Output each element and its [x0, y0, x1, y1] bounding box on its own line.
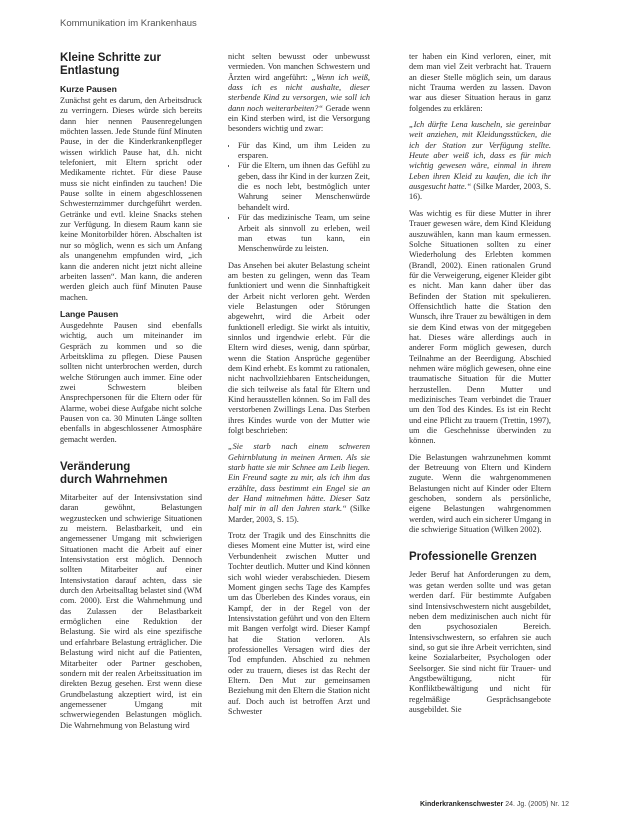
section-title: Professionelle Grenzen: [409, 551, 537, 564]
quote: „Sie starb nach einem schweren Gehirnblutung in meinen Armen. Als sie starb hatte sie mir Schnee am Leib liegen. Ein Freund sagte zu mir, als ich ihm das erzählte, dass bestimmt ein Engel sie an der Hand mitnehmen hätte. Dieser Satz half mir in all den Jahren stark.“: [228, 442, 370, 514]
paragraph: Ausgedehnte Pausen sind ebenfalls wichtig, auch um miteinander im Gespräch zu kommen und so die Arbeitsklima zu pflegen. Diese Pausen sollten nicht unterbrochen werden, durch welche Störungen auch immer. Eine oder zwei Schwestern bleiben Ansprechpersonen für die Eltern oder für Alarme, wobei diese Aufgabe nicht solche Pausen von ca. 30 Minuten Länge sollten ebenfalls in abgeschlossener Atmosphäre gemacht werden.: [60, 320, 202, 444]
column-3: [409, 52, 551, 794]
running-header: Kommunikation im Krankenhaus: [60, 18, 197, 29]
column-2: [228, 52, 370, 794]
quote-paragraph: [228, 442, 370, 525]
paragraph-text: Gerade wenn ein Kind sterben wird, ist die Versorgung besonders wichtig und zwar:: [228, 103, 370, 134]
paragraph: Trotz der Tragik und des Einschnitts die dieses Moment eine Mutter ist, wird eine Verbundenheit zwischen Mutter und Tochter deutlich. Mutter und Kind können sich wohl wieder verabschieden. Diesem Moment gingen sechs Tage des Kampfes um das Überleben des Kindes voraus, ein Kampf, der in der Regel von der Intensivstation geführt und von den Eltern mit Bangen verfolgt wird. Dieser Kampf hat die Station verloren. Als professionelles Versagen wird dies der Tod empfunden. Abschied zu nehmen oder zu trauern, dieses ist das Recht der Eltern. Den Mut zur gemeinsamen Beziehung mit den Eltern die Station nicht auf. Doch auch ist betroffen Arzt und Schwester: [228, 531, 370, 716]
list-item: • Für das Kind, um ihm Leiden zu ersparen.: [238, 141, 370, 162]
subheading-short-breaks: Kurze Pausen: [60, 84, 117, 94]
citation: (Silke Marder, 2003, S. 16).: [409, 182, 551, 202]
list-item: • Für das medizinische Team, um seine Arbeit als sinnvoll zu erleben, weil man etwas tun kann, ein Menschenwürde zu leisten.: [238, 213, 370, 254]
paragraph: Das Ansehen bei akuter Belastung scheint am besten zu gelingen, wenn das Team funktioniert und wenn die Sinnhaftigkeit der Arbeit nicht verloren geht. Werden viele Belastungen oder Störungen abgewehrt, wird die Arbeit oder funktionell erledigt. Sie wirkt als intuitiv, sinnlos und irgendwie erlebt. Für die Eltern wird dieses, wenig, dann spürbar, wenn die Station Ansprüche gegenüber dem Kind erhebt. Es kommt zu rationalen, nicht nachvollziehbaren Entscheidungen, die sich teilweise als fatal für Eltern und Kind herausstellen können. So im Fall des verstorbenen Zwillings Lena. Das Sterben ihres Kindes wurde von der Mutter wie folgt beschrieben:: [228, 260, 370, 436]
paragraph: [228, 52, 370, 135]
paragraph: Mitarbeiter auf der Intensivstation sind daran gewöhnt, Belastungen wegzustecken und schwierige Situationen zu meistern. Belastbarkeit, und ein angemessener Umgang mit schwierigen Situationen macht die Arbeit auf einer Intensivstation erst möglich. Dennoch sollten Mitarbeiter auf einer Intensivstation darauf achten, dass sie durch den Arbeitsalltag belastet sind (WM com. 2000). Erst die Wahrnehmung und das Zulassen der Belastbarkeit ermöglichen eine Reduktion der Belastung. Sie wird als eine spezifische und erfahrbare Belastung erträglicher. Die Belastung wird nicht auf die Patienten, Mitarbeiter oder Partner geschoben, sondern mit der realen Arbeitssituation im direkten Bezug gesehen. Erst wenn diese Grundbelastung akzeptiert wird, ist ein angemessener Umgang mit schwerwiegenden Belastungen möglich. Die Wahrnehmung von Belastung wird: [60, 493, 202, 730]
list-item: • Für die Eltern, um ihnen das Gefühl zu geben, dass ihr Kind in der kurzen Zeit, die es noch lebt, bestmöglich unter Wahrung seiner Menschenwürde behandelt wird.: [238, 161, 370, 213]
paragraph: Was wichtig es für diese Mutter in ihrer Trauer gewesen wäre, dem Kind Kleidung auszuwählen, kann man kaum ermessen. Solche Situationen sollten zu einer Wiederholung des Erlebten kommen (Brandl, 2002). Einen rationalen Grund für die Verweigerung, eigener Kleider gibt es nicht. Man kann daher über das Befinden der Station mit spekulieren. Offensichtlich hatte die Station den Wunsch, ihre Trauer zu bewältigen in dem sie dem Kind etwas von der mitgegeben hat. Dieses wäre allerdings auch in anderer Form möglich gewesen, durch Teilnahme an der Beerdigung. Abschied nehmen wäre möglich gewesen, ohne eine traumatische Situation für die Mutter herzustellen. Denn Mutter und medizinisches Team verbindet die Trauer um den Tod des Kindes. Es ist ein Recht und eine Pflicht zu trauern (Trettin, 1997), um die Geschehnisse überwinden zu können.: [409, 208, 551, 446]
paragraph-text: nicht selten bewusst oder unbewusst vermieden. Von manchen Schwestern und Ärzten wird angeführt:: [228, 52, 370, 82]
quote: „Wenn ich weiß, dass ich es nicht aushalte, dieser sterbende Kind zu versorgen, wie soll ich dann noch weiterarbeiten?“: [228, 72, 370, 113]
paragraph: ter haben ein Kind verloren, einer, mit dem man viel Zeit verbracht hat. Trauern an dieser Stelle möglich sein, um daraus nicht Trauma werden zu lassen. Davon war aus dieser Situation heraus in ganz folgendes zu erklären:: [409, 52, 551, 113]
citation: (Silke Marder, 2003, S. 15).: [228, 504, 370, 524]
section-title: Kleine Schritte zur Entlastung: [60, 52, 161, 77]
quote: „Ich dürfte Lena kuscheln, sie gereinbar weit anziehen, mit Kleidungsstücken, die ich der Station zur Verfügung stellte. Heute aber weiß ich, dass es für mich wichtig gewesen wäre, einmal in ihrem Leben ihren Kleid zu kaufen, die ich ihr ausgesucht hatte.“: [409, 120, 551, 192]
journal-name: Kinderkrankenschwester: [420, 801, 504, 808]
issue-info: 24. Jg. (2005) Nr. 12: [505, 801, 570, 808]
bullet-list: [228, 141, 370, 255]
quote-paragraph: [409, 120, 551, 203]
footer: [420, 801, 569, 808]
paragraph: Die Belastungen wahrzunehmen kommt der Betreuung von Eltern und Kindern zugute. Wenn die wahrgenommenen Belastungen nicht auf Kinder oder Eltern geschoben, sondern als persönliche, eigene Belastungen wahrgenommen werden, wird auch ein sicherer Umgang in die schwierige Situation (Wilken 2002).: [409, 452, 551, 535]
subheading-long-breaks: Lange Pausen: [60, 308, 119, 319]
paragraph: Zunächst geht es darum, den Arbeitsdruck zu verringern. Dieses würde sich bereits dann hier nennen Pausenregelungen möchten lassen. Jede Stunde fünf Minuten Pause, in der die Kinderkrankenpfleger wissen wirklich Pause hat, d.h. nicht telefoniert, mit Eltern spricht oder Medikamente richtet. Für diese Pause muss sie nicht einfinden zu tauchen! Die Pause sollte in einem abgeschlossenen Schwesternzimmer durchgeführt werden. Getränke und evtl. kleine Snacks stehen zur Verfügung. In diesem Raum kann sie keine Monitorbilder hören. Abschalten ist nur so möglich, wenn es sich um Anfang als unangenehm empfunden wird, „ich kann die anderen nicht jetzt nicht alleine arbeiten lassen“. Man kann, die anderen werden gleich auch fünf Minuten Pause machen.: [60, 96, 202, 302]
paragraph: Jeder Beruf hat Anforderungen zu dem, was getan werden sollte und was getan werden darf. Für bestimmte Aufgaben sind Intensivschwestern nicht ausgebildet, neben dem medizinischen auch nicht für den psychosozialen Bereich. Intensivschwestern, so erfahren sie auch sind, so gut sie ihre Arbeit verrichten, sind keine Sozialarbeiter, Psychologen oder Seelsorger. Sie sind nicht für Trauer- und Angstbewältigung, nicht für Konfliktbewältigung und nicht für regelmäßige Gesprächsangebote ausgebildet. Sie: [409, 570, 551, 714]
column-1: [60, 52, 202, 794]
section-title: Veränderung durch Wahrnehmen: [60, 461, 168, 486]
